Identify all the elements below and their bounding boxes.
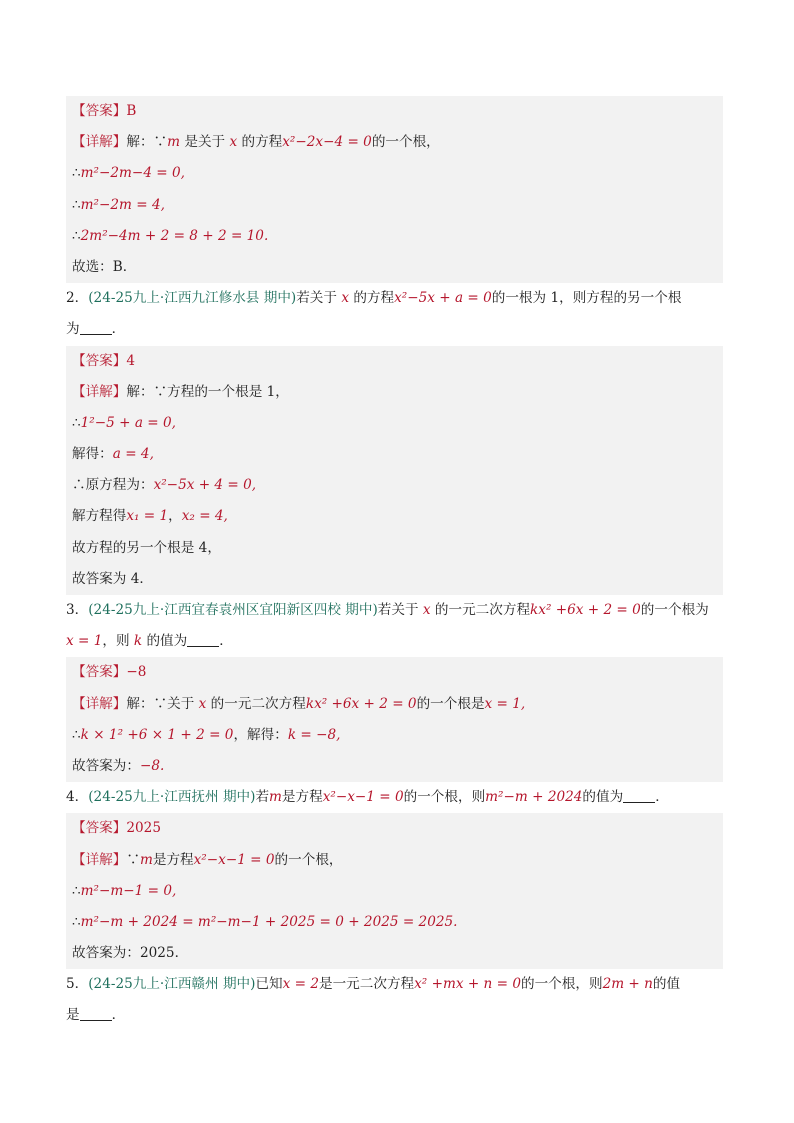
question-line — [66, 1000, 723, 1031]
math-expression: x = 1 — [66, 633, 103, 650]
answer-line — [66, 346, 723, 377]
math-expression: k × 1² +6 × 1 + 2 = 0 — [80, 726, 234, 743]
text-span: 故答案为： — [72, 757, 140, 774]
math-expression: m — [167, 134, 181, 151]
text-span: 的一元二次方程 — [430, 602, 531, 618]
text-span: 的值 — [652, 976, 681, 993]
section-label: 【答案】 — [72, 352, 127, 369]
math-expression: x — [198, 695, 207, 712]
detail-line — [66, 127, 723, 158]
line-line — [66, 470, 723, 501]
math-expression: x²−5x + 4 = 0, — [153, 477, 257, 494]
answer-blank — [80, 320, 112, 335]
text-span: 为 — [66, 321, 80, 338]
text-span: ∵ — [126, 851, 140, 868]
math-expression: x²−x−1 = 0 — [322, 789, 404, 806]
math-expression: x — [229, 134, 238, 151]
question-line — [66, 283, 723, 314]
source-citation: (24-25九上·江西赣州 期中) — [88, 976, 256, 993]
math-expression: k = −8, — [287, 726, 341, 743]
math-expression: m²−m−1 = 0, — [80, 882, 177, 899]
math-expression: x²−x−1 = 0 — [193, 851, 275, 868]
text-span: 解：∵ — [126, 134, 168, 151]
section-label: 【答案】 — [72, 664, 127, 681]
math-expression: x₂ = 4, — [181, 508, 228, 525]
math-expression: x²−5x + a = 0 — [394, 290, 492, 307]
text-span: 故方程的另一个根是 4， — [72, 539, 221, 556]
line-line — [66, 876, 723, 907]
source-citation: (24-25九上·江西抚州 期中) — [88, 789, 256, 806]
line-line — [66, 408, 723, 439]
text-span: ∴ — [72, 882, 81, 899]
question-line — [66, 314, 723, 345]
text-span: ． — [655, 789, 669, 806]
detail-line — [66, 689, 723, 720]
text-span: 的一根为 1，则方程的另一个根 — [491, 290, 682, 307]
text-span: ，则 — [102, 633, 134, 650]
answer-line — [66, 657, 723, 688]
source-citation: (24-25九上·江西九江修水县 期中) — [88, 290, 297, 307]
math-expression: x²−2x−4 = 0 — [282, 134, 372, 151]
section-label: 【详解】 — [72, 851, 127, 868]
line-line — [66, 501, 723, 532]
text-span: 的一个根， — [371, 134, 440, 151]
question-line — [66, 969, 723, 1000]
line-line — [66, 252, 723, 283]
text-span: 3． — [66, 602, 89, 618]
text-span: 的值为 — [142, 633, 188, 650]
text-span: 故答案为：2025． — [72, 945, 189, 962]
line-line — [66, 533, 723, 564]
section-label: 【详解】 — [72, 383, 127, 400]
text-span: 5． — [66, 976, 89, 993]
math-expression: x — [422, 602, 431, 618]
detail-line — [66, 377, 723, 408]
line-line — [66, 938, 723, 969]
answer-value: B — [126, 103, 137, 119]
text-span: 解得： — [72, 446, 113, 463]
math-expression: 1²−5 + a = 0, — [80, 414, 176, 431]
text-span: 的方程 — [349, 290, 395, 307]
question-line — [66, 595, 723, 626]
text-span: ∴ — [72, 165, 81, 182]
text-span: 若 — [255, 789, 270, 806]
line-line — [66, 190, 723, 221]
text-span: 4． — [66, 789, 89, 806]
section-label: 【详解】 — [72, 134, 127, 151]
math-expression: m — [269, 789, 282, 806]
answer-blank — [80, 1006, 112, 1021]
text-span: 已知 — [255, 976, 283, 993]
line-line — [66, 907, 723, 938]
text-span: 的一元二次方程 — [206, 695, 306, 712]
math-expression: x₁ = 1 — [126, 508, 169, 525]
text-span: ∴ — [72, 726, 81, 743]
text-span: 若关于 — [377, 602, 423, 618]
math-expression: kx² +6x + 2 = 0 — [530, 602, 641, 618]
text-span: 的方程 — [237, 134, 283, 151]
answer-blank — [623, 788, 655, 803]
math-expression: a = 4, — [112, 446, 154, 463]
text-span: 故选：B． — [72, 258, 137, 275]
text-span: 的一个根， — [274, 851, 343, 868]
math-expression: m²−2m−4 = 0, — [80, 165, 185, 182]
text-span: ∴原方程为： — [72, 477, 154, 494]
text-span: 的一个根，则 — [403, 789, 486, 806]
text-span: ∴ — [72, 414, 81, 431]
text-span: ∴ — [72, 196, 81, 213]
text-span: ∴ — [72, 227, 81, 244]
text-span: ， — [168, 508, 182, 525]
math-expression: m — [139, 851, 153, 868]
text-span: 故答案为 4． — [72, 570, 153, 587]
text-span: 的一个根是 — [416, 695, 485, 712]
section-label: 【答案】 — [72, 103, 127, 119]
answer-blank — [187, 632, 219, 647]
text-span: 是关于 — [180, 134, 230, 151]
answer-line — [66, 96, 723, 127]
text-span: 若关于 — [296, 290, 342, 307]
line-line — [66, 751, 723, 782]
math-expression: k — [133, 633, 143, 650]
text-span: 2． — [66, 290, 89, 307]
math-expression: x² +mx + n = 0 — [414, 976, 521, 993]
math-expression: m²−m + 2024 — [485, 789, 583, 806]
answer-value: −8 — [126, 664, 147, 681]
text-span: 是方程 — [152, 851, 194, 868]
document-body — [66, 96, 723, 1032]
text-span: ，解得： — [233, 726, 288, 743]
answer-value: 4 — [126, 352, 136, 369]
line-line — [66, 158, 723, 189]
text-span: ． — [111, 321, 126, 338]
text-span: ∴ — [72, 913, 81, 930]
section-label: 【答案】 — [72, 820, 127, 837]
line-line — [66, 564, 723, 595]
text-span: 的一个根为 — [640, 602, 709, 618]
text-span: 解：∵方程的一个根是 1， — [126, 383, 289, 400]
text-span: ． — [111, 1007, 126, 1024]
math-expression: x = 2 — [282, 976, 319, 993]
detail-line — [66, 845, 723, 876]
answer-value: 2025 — [126, 820, 161, 837]
source-citation: (24-25九上·江西宜春袁州区宜阳新区四校 期中) — [88, 602, 378, 618]
text-span: ． — [219, 633, 233, 650]
text-span: 是方程 — [281, 789, 323, 806]
answer-line — [66, 813, 723, 844]
math-expression: 2m²−4m + 2 = 8 + 2 = 10. — [80, 227, 269, 244]
math-expression: 2m + n — [602, 976, 653, 993]
text-span: 解方程得 — [72, 508, 127, 525]
math-expression: m²−m + 2024 = m²−m−1 + 2025 = 0 + 2025 = 2025. — [80, 913, 458, 930]
math-expression: x — [341, 290, 349, 307]
line-line — [66, 439, 723, 470]
question-line — [66, 626, 723, 657]
section-label: 【详解】 — [72, 695, 127, 712]
question-line — [66, 782, 723, 813]
line-line — [66, 221, 723, 252]
math-expression: x = 1, — [484, 695, 526, 712]
math-expression: −8. — [139, 757, 165, 774]
text-span: 是 — [66, 1007, 80, 1024]
text-span: 的一个根，则 — [521, 976, 603, 993]
math-expression: m²−2m = 4, — [80, 196, 165, 213]
text-span: 的值为 — [582, 789, 624, 806]
text-span: 是一元二次方程 — [318, 976, 415, 993]
text-span: 解：∵关于 — [126, 695, 199, 712]
line-line — [66, 720, 723, 751]
math-expression: kx² +6x + 2 = 0 — [305, 695, 417, 712]
